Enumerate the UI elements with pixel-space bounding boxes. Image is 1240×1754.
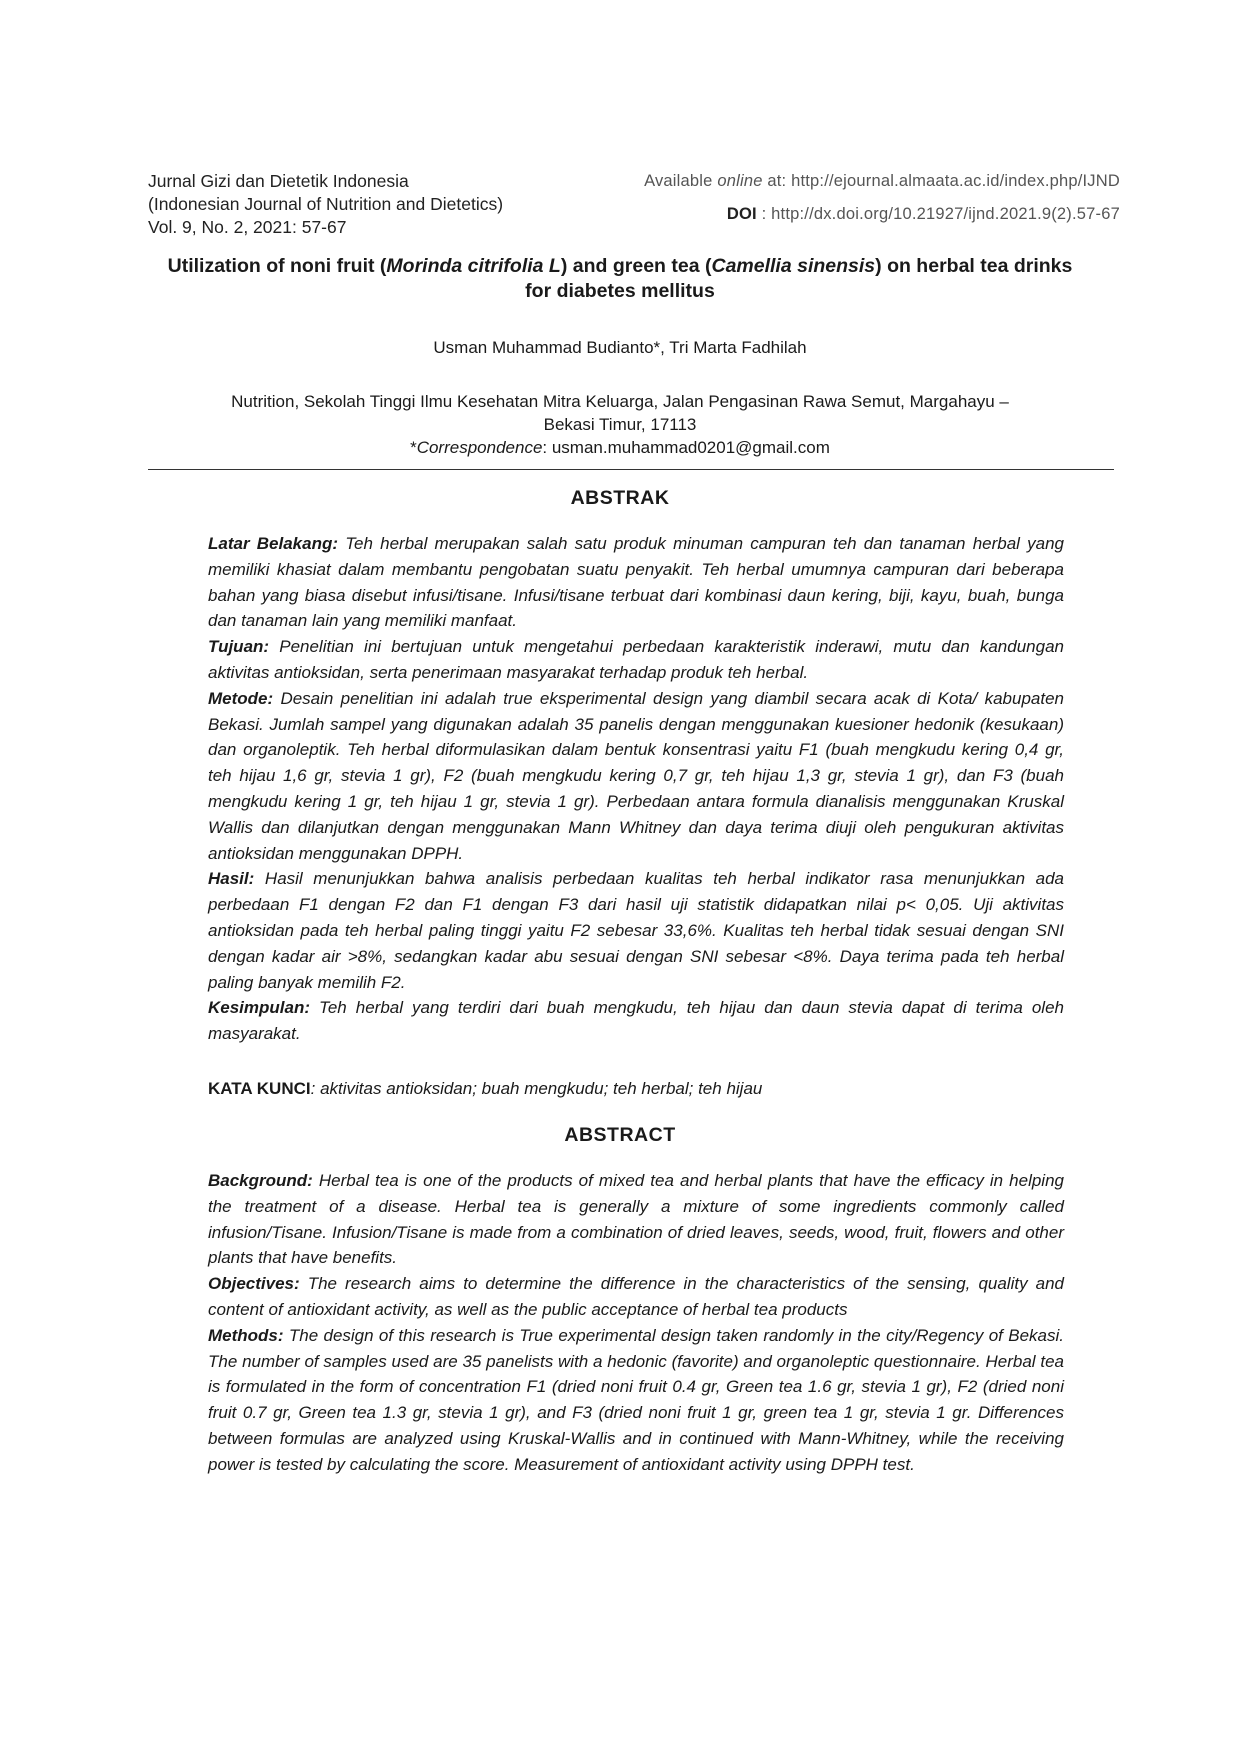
species-name-tea: Camellia sinensis bbox=[711, 255, 876, 277]
available-online-line: Available online at: http://ejournal.almaata.ac.id/index.php/IJND bbox=[644, 172, 1120, 190]
journal-citation bbox=[148, 170, 503, 239]
abstract-objectives: Objectives: The research aims to determine the difference in the characteristics of the sensing, quality and content of antioxidant activity, as well as the public acceptance of herbal tea products bbox=[208, 1274, 1064, 1319]
author-list: Usman Muhammad Budianto*, Tri Marta Fadhilah bbox=[433, 338, 807, 357]
keywords-list: : aktivitas antioksidan; buah mengkudu; teh herbal; teh hijau bbox=[310, 1079, 763, 1098]
abstract-heading: ABSTRACT bbox=[564, 1124, 676, 1146]
abstrak-latar-belakang: Latar Belakang: Teh herbal merupakan salah satu produk minuman campuran teh dan tanaman herbal yang memiliki khasiat dalam membantu pengobatan suatu penyakit. Teh herbal umumnya campuran dari beberapa bahan yang biasa disebut infusi/tisane. Infusi/tisane terbuat dari kombinasi daun kering, biji, kayu, buah, bunga dan tanaman lain yang memiliki manfaat. bbox=[208, 534, 1065, 631]
journal-volume: Vol. 9, No. 2, 2021: 57-67 bbox=[148, 217, 347, 237]
abstract-body bbox=[208, 1168, 1064, 1478]
correspondence: *Correspondence: usman.muhammad0201@gmail.com bbox=[410, 438, 830, 457]
journal-name: Jurnal Gizi dan Dietetik Indonesia bbox=[148, 171, 409, 191]
abstrak-tujuan: Tujuan: Penelitian ini bertujuan untuk mengetahui perbedaan karakteristik inderawi, mutu dan kandungan aktivitas antioksidan, serta penerimaan masyarakat terhadap produk teh herbal. bbox=[208, 637, 1064, 682]
abstrak-body bbox=[208, 531, 1064, 1047]
abstrak-kesimpulan: Kesimpulan: Teh herbal yang terdiri dari buah mengkudu, teh hijau dan daun stevia dapat di terima oleh masyarakat. bbox=[208, 998, 1064, 1044]
species-name-noni: Morinda citrifolia L bbox=[386, 255, 561, 277]
doi-line bbox=[644, 203, 1120, 225]
keywords-label: KATA KUNCI bbox=[208, 1079, 311, 1098]
header-divider bbox=[148, 469, 1114, 470]
doi-link[interactable]: : http://dx.doi.org/10.21927/ijnd.2021.9(2).57-67 bbox=[756, 205, 1120, 223]
affiliation-line: Nutrition, Sekolah Tinggi Ilmu Kesehatan Mitra Keluarga, Jalan Pengasinan Rawa Semut, Margahayu – bbox=[231, 392, 1009, 411]
journal-name-english: (Indonesian Journal of Nutrition and Dietetics) bbox=[148, 194, 504, 214]
doi-label: DOI bbox=[726, 205, 757, 223]
abstrak-metode: Metode: Desain penelitian ini adalah true eksperimental design yang diambil secara acak di Kota/ kabupaten Bekasi. Jumlah sampel yang digunakan adalah 35 panelis dengan menggunakan kuesioner hedonik (kesukaan) dan organoleptik. Teh herbal diformulasikan dalam bentuk konsentrasi yaitu F1 (buah mengkudu kering 0,4 gr, teh hijau 1,6 gr, stevia 1 gr), F2 (buah mengkudu kering 0,7 gr, teh hijau 1,3 gr, stevia 1 gr), dan F3 (buah mengkudu kering 1 gr, teh hijau 1 gr, stevia 1 gr). Perbedaan antara formula dianalisis menggunakan Kruskal Wallis dan dilanjutkan dengan menggunakan Mann Whitney dan daya terima diuji oleh pengukuran aktivitas antioksidan menggunakan DPPH. bbox=[208, 688, 1064, 863]
abstract-methods: Methods: The design of this research is True experimental design taken randomly in the city/Regency of Bekasi. The number of samples used are 35 panelists with a hedonic (favorite) and organoleptic questionnaire. Herbal tea is formulated in the form of concentration F1 (dried noni fruit 0.4 gr, Green tea 1.6 gr, stevia 1 gr), F2 (dried noni fruit 0.7 gr, Green tea 1.3 gr, stevia 1 gr), and F3 (dried noni fruit 1 gr, green tea 1 gr, stevia 1 gr. Differences between formulas are analyzed using Kruskal-Wallis and in continued with Mann-Whitney, while the receiving power is tested by calculating the score. Measurement of antioxidant activity using DPPH test. bbox=[208, 1325, 1064, 1474]
journal-links bbox=[644, 170, 1120, 225]
abstrak-hasil: Hasil: Hasil menunjukkan bahwa analisis perbedaan kualitas teh herbal indikator rasa menunjukkan ada perbedaan F1 dengan F2 dan F1 dengan F3 dari hasil uji statistik didapatkan nilai p< 0,05. Uji aktivitas antioksidan pada teh herbal paling tinggi yaitu F2 sebesar 33,6%. Kualitas teh herbal tidak sesuai dengan SNI dengan kadar air >8%, sedangkan kadar abu sesuai dengan SNI sebesar <8%. Daya terima pada teh herbal paling banyak memilih F2. bbox=[208, 869, 1064, 992]
keywords bbox=[208, 1077, 1064, 1101]
abstract-background: Background: Herbal tea is one of the products of mixed tea and herbal plants that have the efficacy in helping the treatment of a disease. Herbal tea is generally a mixture of some ingredients commonly called infusion/Tisane. Infusion/Tisane is made from a combination of dried leaves, seeds, wood, fruit, flowers and other plants that have benefits. bbox=[208, 1171, 1064, 1268]
affiliation bbox=[140, 390, 1100, 459]
journal-url[interactable]: at: http://ejournal.almaata.ac.id/index.php/IJND bbox=[762, 172, 1120, 190]
correspondence-email[interactable]: : usman.muhammad0201@gmail.com bbox=[542, 438, 830, 457]
abstrak-heading: ABSTRAK bbox=[570, 487, 670, 509]
affiliation-line: Bekasi Timur, 17113 bbox=[543, 415, 697, 434]
paper-title: Utilization of noni fruit (Morinda citrifolia L) and green tea (Camellia sinensis) on herbal tea drinks for diabetes mellitus bbox=[167, 255, 1073, 302]
